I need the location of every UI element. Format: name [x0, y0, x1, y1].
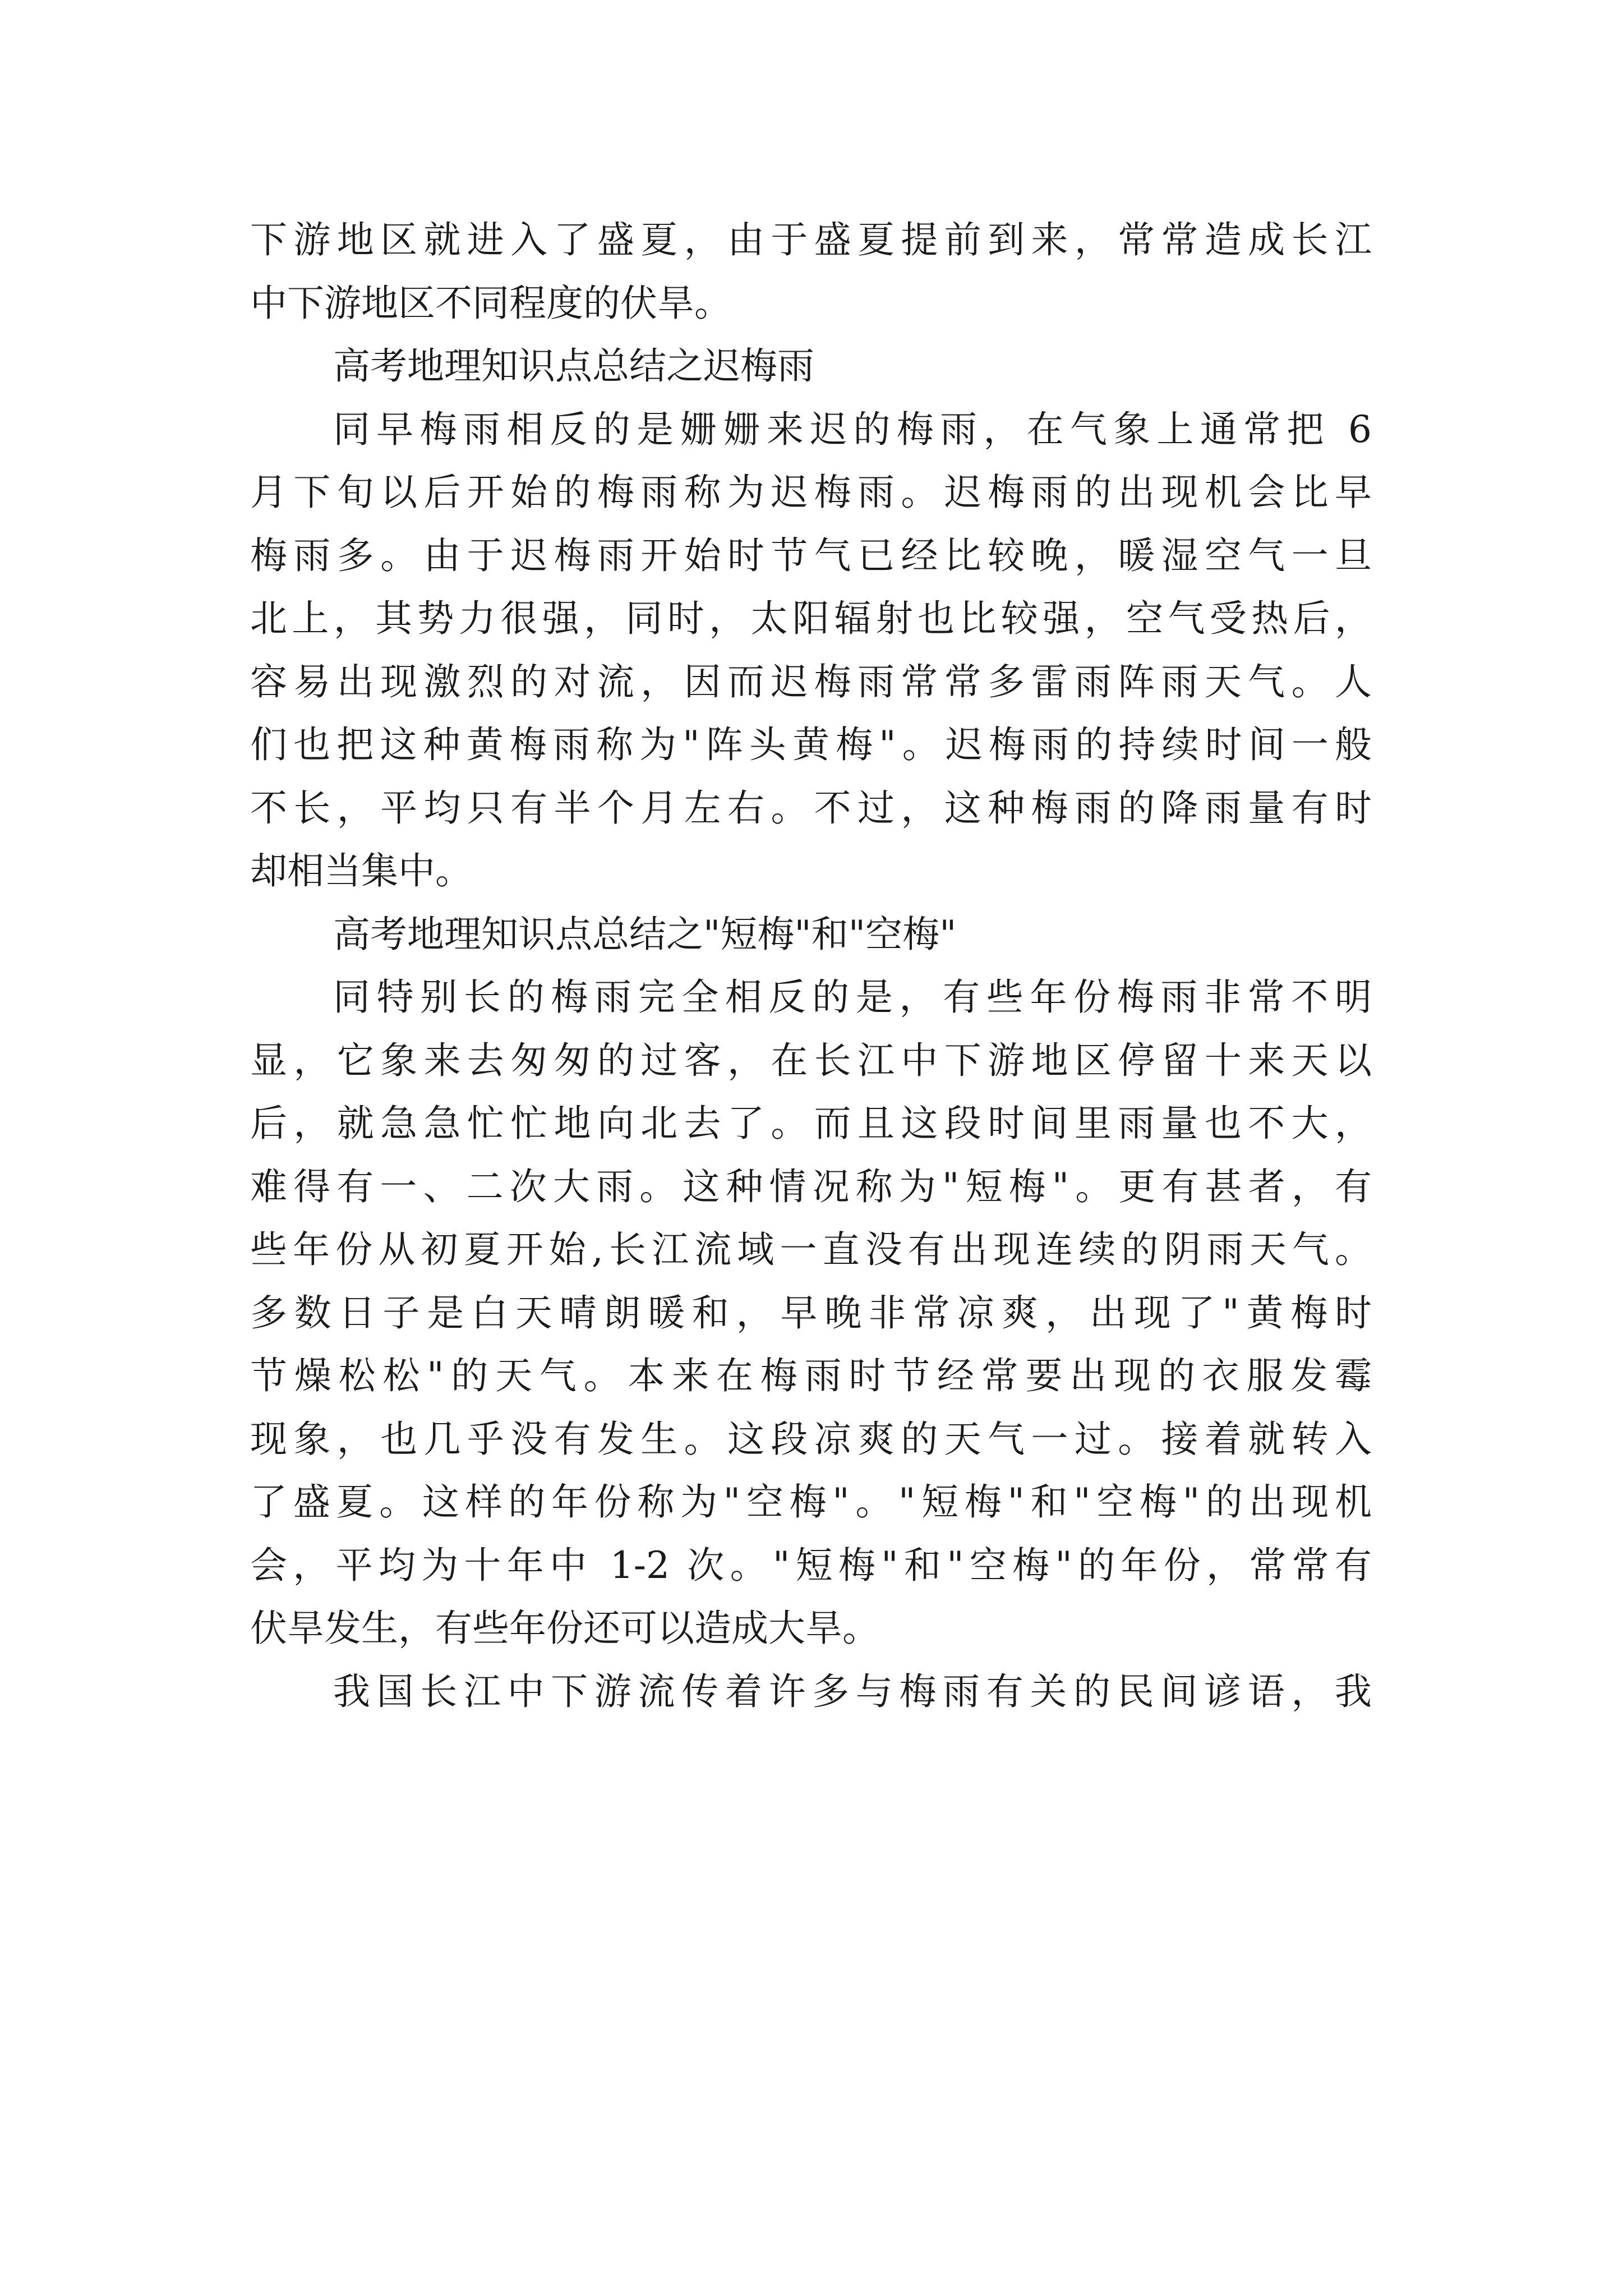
text-line: 却相当集中。: [250, 849, 472, 892]
text-line: 难得有一、二次大雨。这种情况称为"短梅"。更有甚者，有: [250, 1165, 1372, 1208]
text-line: 伏旱发生，有些年份还可以造成大旱。: [250, 1607, 879, 1650]
text-line: 现象，也几乎没有发生。这段凉爽的天气一过。接着就转入: [250, 1417, 1372, 1461]
text-line: 同特别长的梅雨完全相反的是，有些年份梅雨非常不明: [333, 976, 1372, 1019]
text-line: 月下旬以后开始的梅雨称为迟梅雨。迟梅雨的出现机会比早: [250, 471, 1372, 514]
text-line: 容易出现激烈的对流，因而迟梅雨常常多雷雨阵雨天气。人: [250, 660, 1372, 703]
text-line: 些年份从初夏开始,长江流域一直没有出现连续的阴雨天气。: [250, 1228, 1372, 1271]
text-line: 后，就急急忙忙地向北去了。而且这段时间里雨量也不大，: [250, 1102, 1372, 1145]
section-heading: 高考地理知识点总结之"短梅"和"空梅": [333, 912, 957, 956]
text-line: 梅雨多。由于迟梅雨开始时节气已经比较晚，暖湿空气一旦: [250, 533, 1372, 577]
text-line: 中下游地区不同程度的伏旱。: [250, 281, 731, 325]
text-line: 下游地区就进入了盛夏，由于盛夏提前到来，常常造成长江: [250, 218, 1372, 261]
text-line: 北上，其势力很强，同时，太阳辐射也比较强，空气受热后，: [250, 597, 1372, 640]
section-heading: 高考地理知识点总结之迟梅雨: [333, 344, 814, 388]
text-line: 我国长江中下游流传着许多与梅雨有关的民间谚语，我: [333, 1669, 1372, 1713]
text-line: 不长，平均只有半个月左右。不过，这种梅雨的降雨量有时: [250, 786, 1372, 830]
text-line: 节燥松松"的天气。本来在梅雨时节经常要出现的衣服发霉: [250, 1354, 1372, 1397]
document-body: [250, 209, 1372, 1723]
text-line: 显，它象来去匆匆的过客，在长江中下游地区停留十来天以: [250, 1038, 1372, 1082]
text-line: 同早梅雨相反的是姗姗来迟的梅雨，在气象上通常把 6: [333, 407, 1372, 451]
text-line: 多数日子是白天晴朗暖和，早晚非常凉爽，出现了"黄梅时: [250, 1291, 1372, 1335]
text-line: 了盛夏。这样的年份称为"空梅"。"短梅"和"空梅"的出现机: [250, 1480, 1372, 1524]
text-line: 会，平均为十年中 1-2 次。"短梅"和"空梅"的年份，常常有: [250, 1543, 1372, 1587]
text-line: 们也把这种黄梅雨称为"阵头黄梅"。迟梅雨的持续时间一般: [250, 723, 1372, 766]
